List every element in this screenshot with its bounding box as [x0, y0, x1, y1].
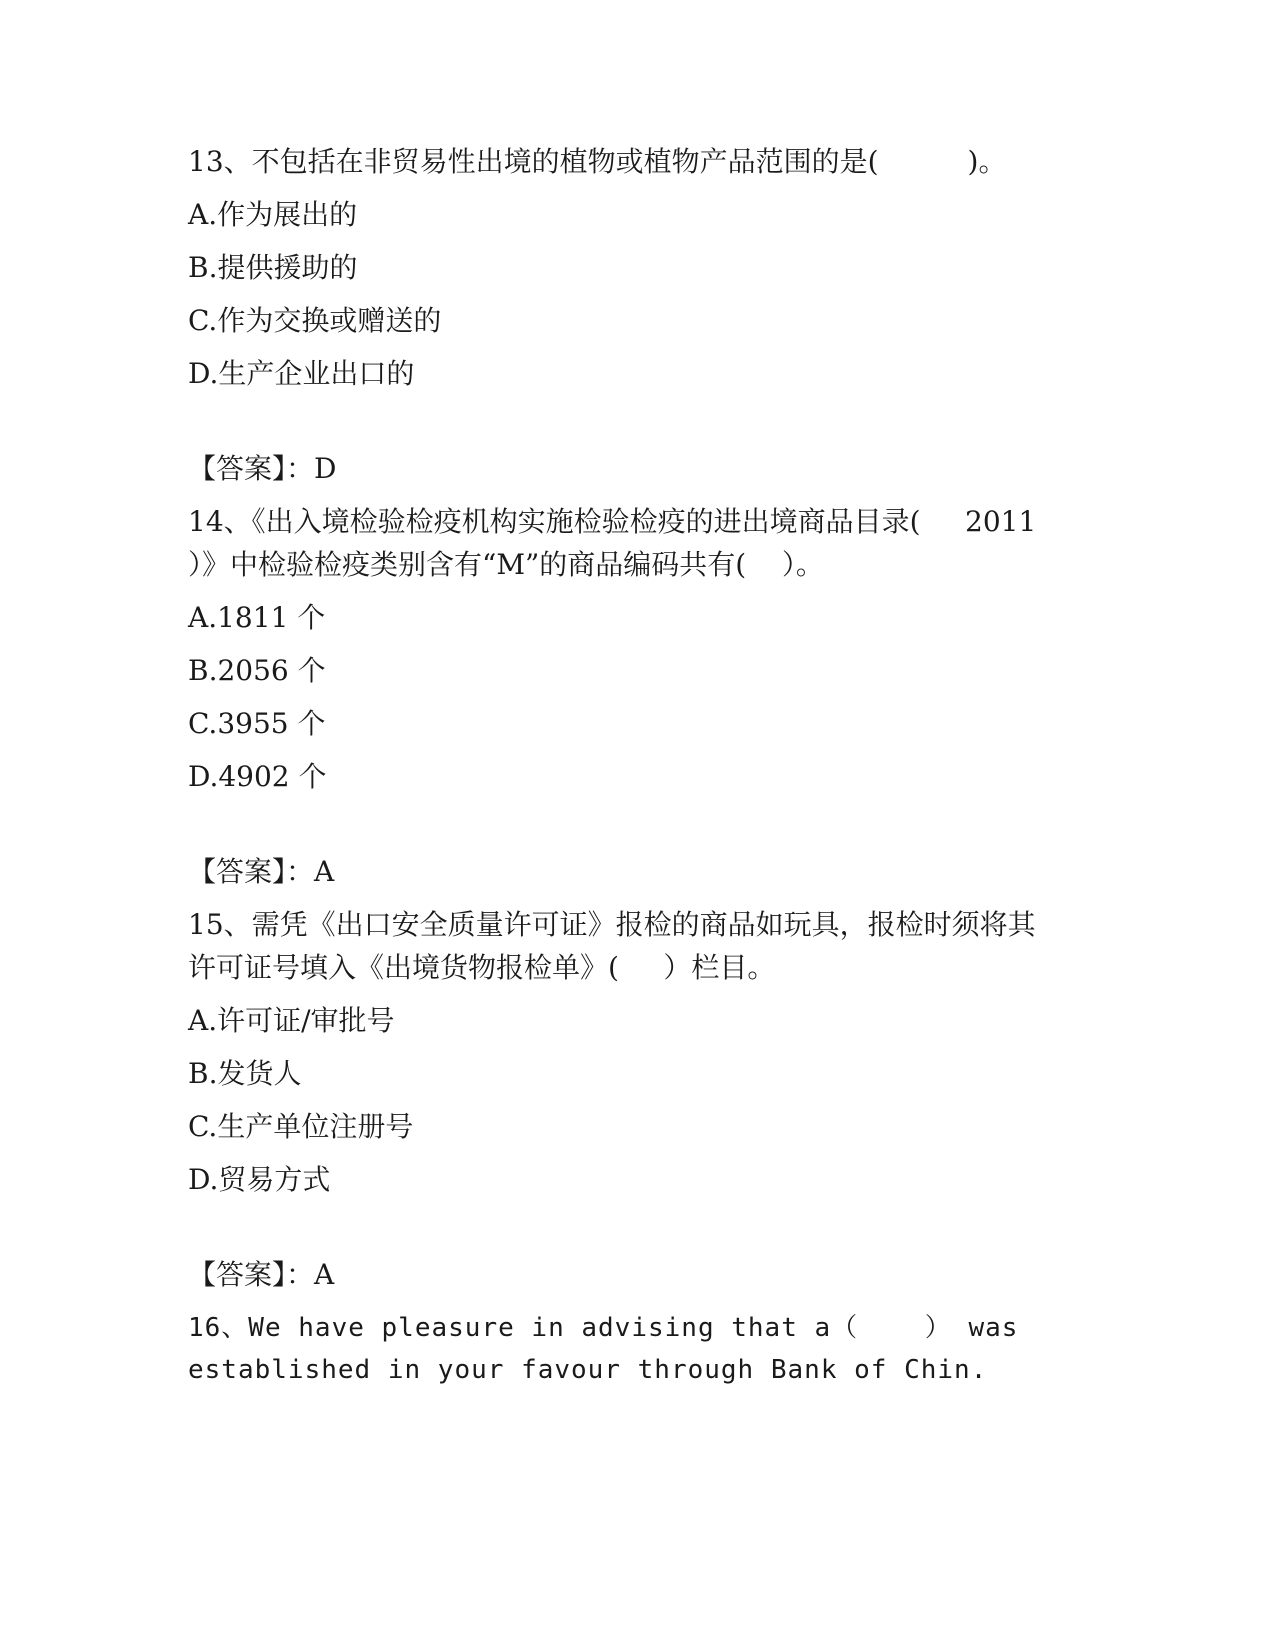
question-15-stem-line-2: 许可证号填入《出境货物报检单》( ）栏目。	[188, 951, 776, 984]
question-14-option-d: D.4902 个	[188, 760, 327, 793]
question-13-answer: 【答案】：D	[188, 452, 337, 485]
question-14-answer: 【答案】：A	[188, 855, 335, 888]
question-15-option-d: D.贸易方式	[188, 1163, 331, 1196]
question-14-option-b: B.2056 个	[188, 654, 326, 687]
question-16-stem-line-2: established in your favour through Bank of Chin.	[188, 1355, 988, 1385]
question-15-option-c: C.生产单位注册号	[188, 1110, 414, 1143]
question-14-stem-line-2: ）》中检验检疫类别含有“M”的商品编码共有( ）。	[188, 548, 824, 581]
question-15-answer: 【答案】：A	[188, 1258, 335, 1291]
question-14-option-a: A.1811 个	[188, 601, 326, 634]
question-15-option-b: B.发货人	[188, 1057, 302, 1090]
question-15-stem-line-1: 15、需凭《出口安全质量许可证》报检的商品如玩具，报检时须将其	[188, 908, 1036, 941]
question-14-option-c: C.3955 个	[188, 707, 326, 740]
question-13-option-b: B.提供援助的	[188, 251, 358, 284]
question-15-option-a: A.许可证/审批号	[188, 1004, 395, 1037]
question-13-option-a: A.作为展出的	[188, 198, 358, 231]
question-13-option-c: C.作为交换或赠送的	[188, 304, 442, 337]
question-16-stem-line-1: 16、We have pleasure in advising that a（ ） was	[188, 1313, 1019, 1343]
question-13-stem: 13、不包括在非贸易性出境的植物或植物产品范围的是( )。	[188, 145, 1007, 178]
question-14-stem-line-1: 14、《出入境检验检疫机构实施检验检疫的进出境商品目录( 2011	[188, 505, 1037, 538]
question-13-option-d: D.生产企业出口的	[188, 357, 415, 390]
